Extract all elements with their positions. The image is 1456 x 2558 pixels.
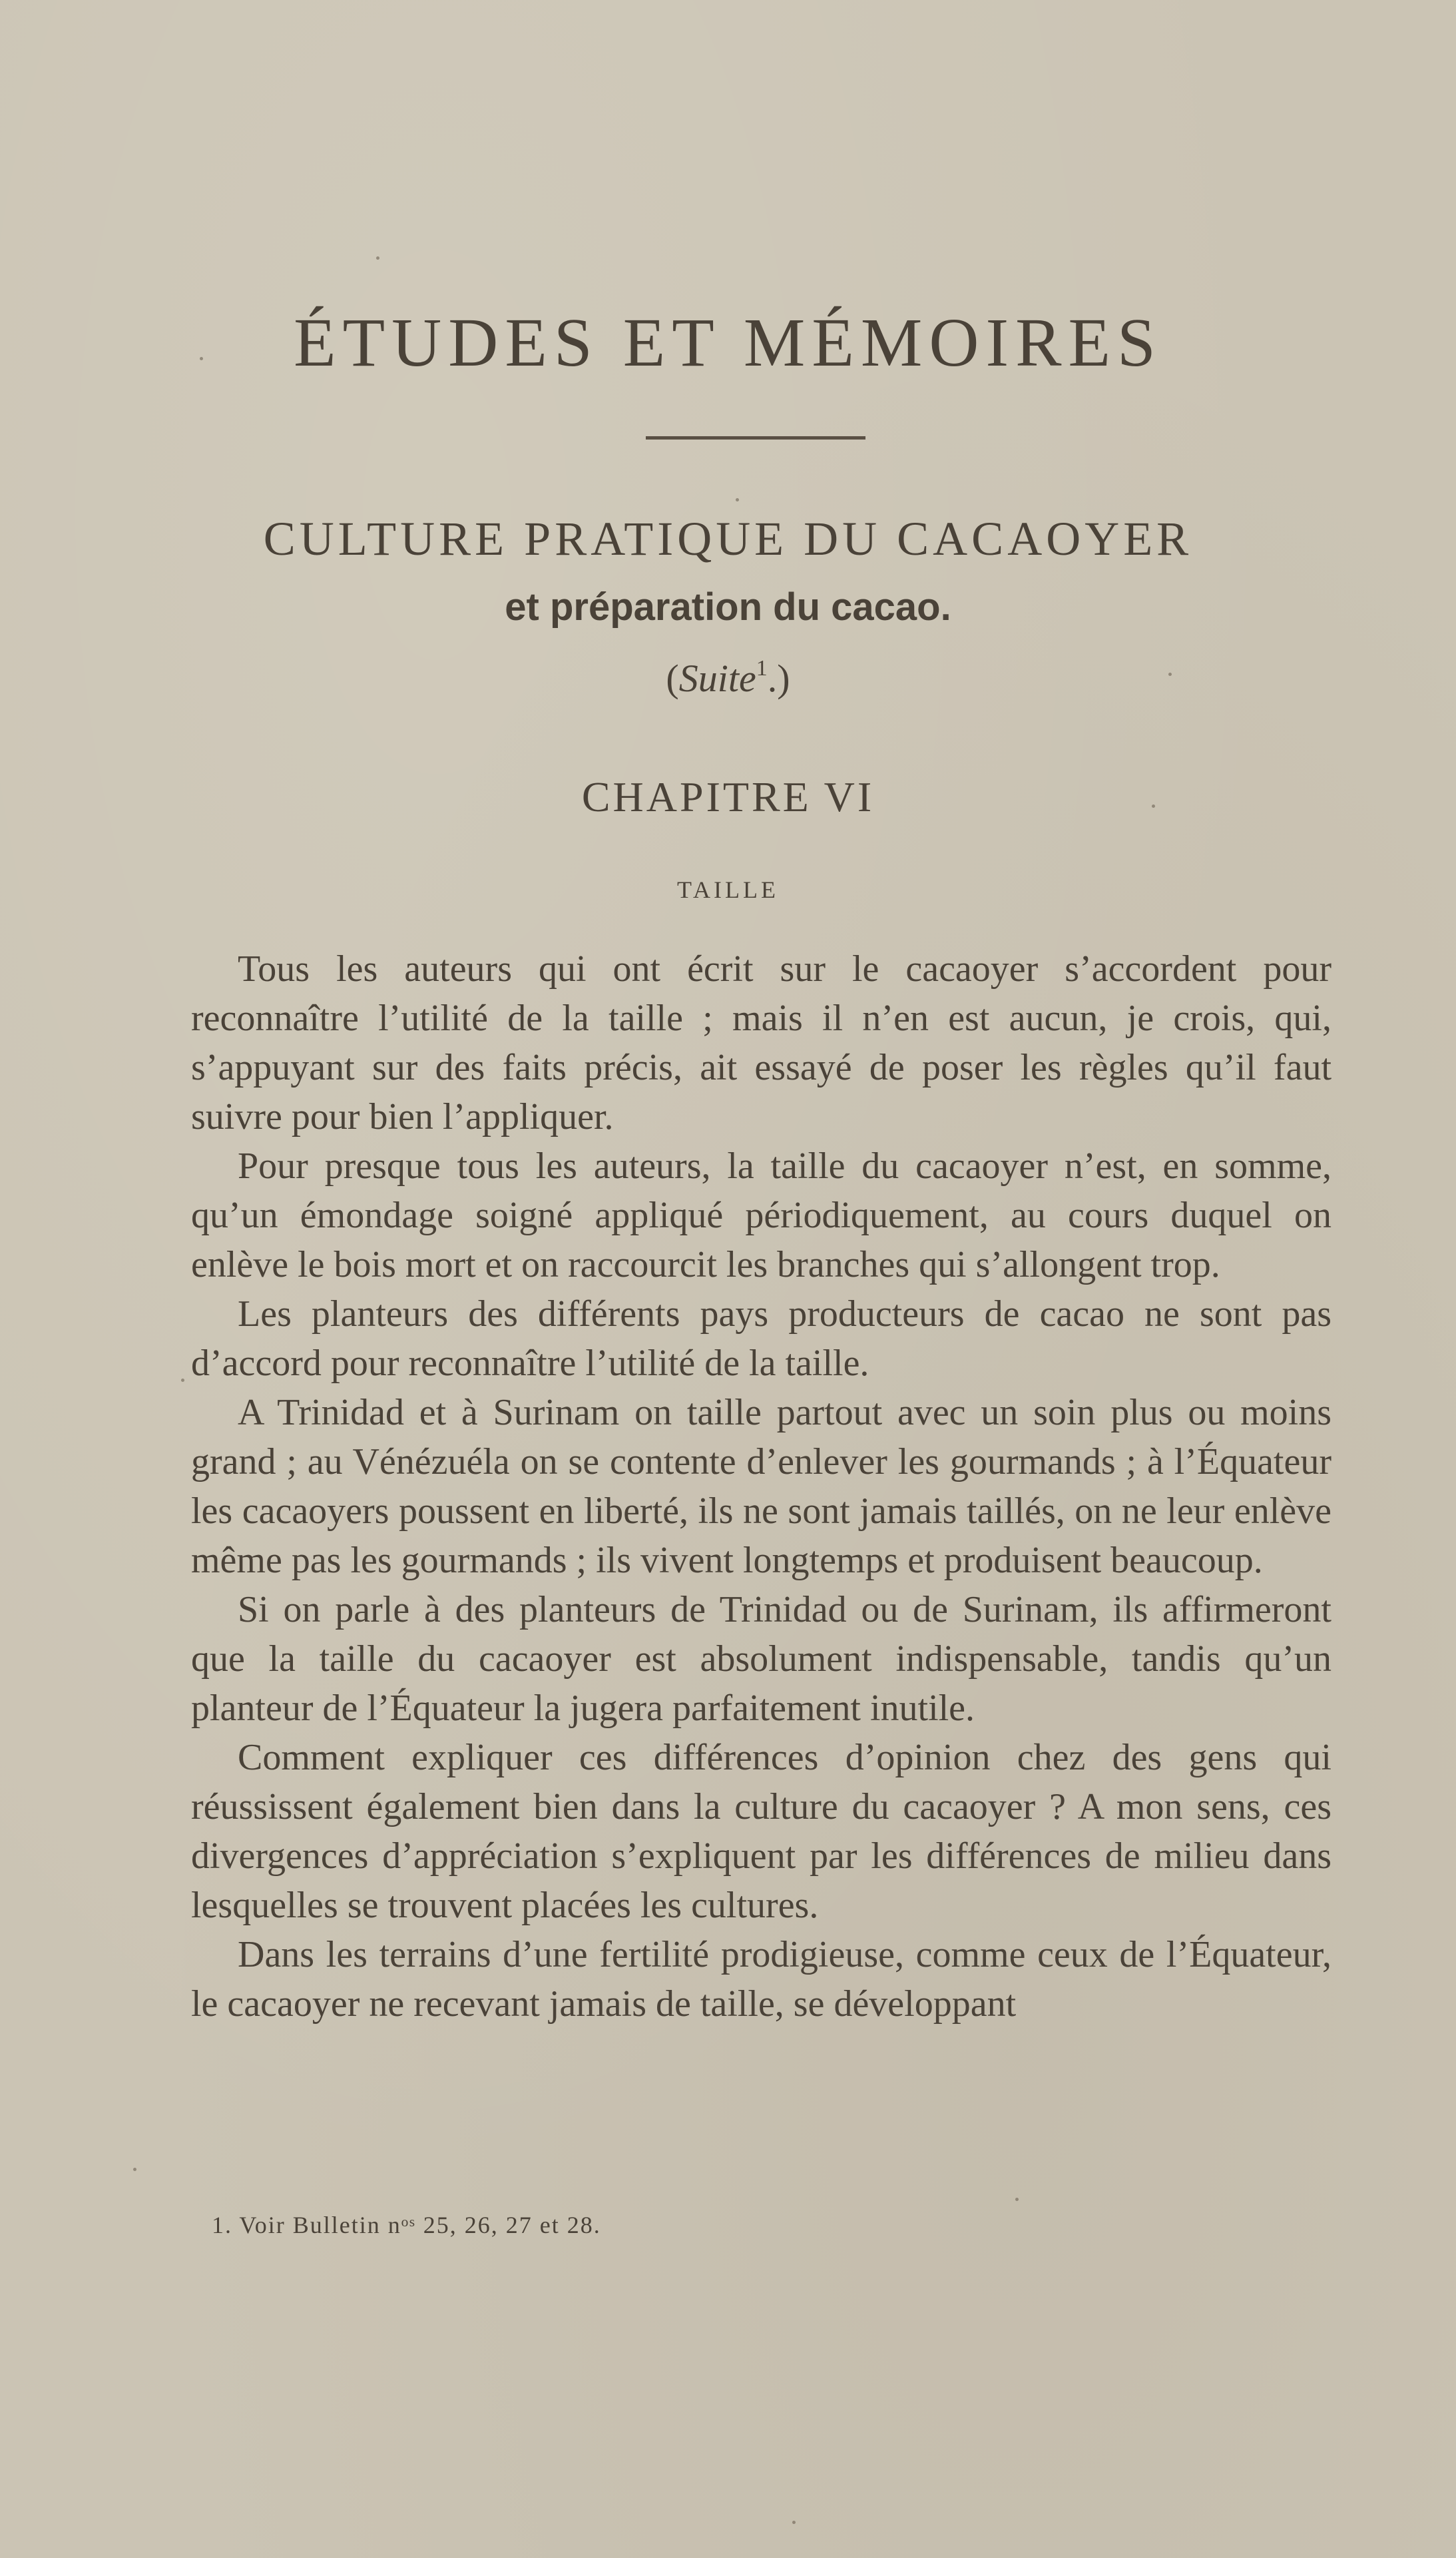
page-heading: ÉTUDES ET MÉMOIRES — [294, 304, 1162, 381]
paper-speck — [736, 498, 739, 501]
paragraph: Comment expliquer ces différences d’opinion chez des gens qui réussissent également bien dans la culture du cacaoyer ? A mon sens, ces divergences d’appréciation s’expliquent par les différences de milieu dans lesquelles se trouvent placées les cultures. — [191, 1737, 1332, 1926]
body-text — [191, 944, 1332, 2029]
paragraph: Si on parle à des planteurs de Trinidad ou de Surinam, ils affirmeront que la taille du cacaoyer est absolument indispensable, tandis qu’un planteur de l’Équateur la jugera parfaitement inutile. — [191, 1589, 1332, 1729]
paragraph: Pour presque tous les auteurs, la taille du cacaoyer n’est, en somme, qu’un émondage soigné appliqué périodiquement, au cours duquel on enlève le bois mort et on raccourcit les branches qui s’allongent trop. — [191, 1145, 1332, 1285]
suite-note: (Suite$^1$.) — [666, 656, 790, 700]
article-title: CULTURE PRATIQUE DU CACAOYER — [263, 512, 1193, 565]
suite-label: Suite — [678, 657, 756, 700]
paper-speck — [133, 2168, 136, 2171]
footnote — [212, 2211, 601, 2239]
section-heading: TAILLE — [676, 876, 780, 903]
paper-speck — [792, 2521, 796, 2524]
paper-speck — [1015, 2198, 1019, 2201]
paper-speck — [1168, 673, 1172, 676]
paper-speck — [1152, 804, 1155, 808]
paper-speck — [181, 1379, 184, 1382]
paper-speck — [200, 357, 203, 360]
footnote-ref[interactable]: 1 — [756, 656, 768, 681]
chapter-heading: CHAPITRE VI — [581, 773, 875, 820]
paragraph: Les planteurs des différents pays producteurs de cacao ne sont pas d’accord pour reconnaître l’utilité de la taille. — [191, 1293, 1332, 1384]
paragraph: Tous les auteurs qui ont écrit sur le cacaoyer s’accordent pour reconnaître l’utilité de la taille ; mais il n’en est aucun, je crois, qui, s’appuyant sur des faits précis, ait essayé de poser les règles qu’il faut suivre pour bien l’appliquer. — [191, 948, 1332, 1137]
title-divider — [646, 436, 865, 440]
footnote-marker: 1. — [212, 2212, 232, 2238]
paragraph: Dans les terrains d’une fertilité prodigieuse, comme ceux de l’Équateur, le cacaoyer ne recevant jamais de taille, se développant — [191, 1934, 1332, 2025]
footnote-text: Voir Bulletin nᵒˢ 25, 26, 27 et 28. — [239, 2212, 601, 2238]
paper-speck — [376, 256, 379, 260]
paragraph: A Trinidad et à Surinam on taille partout avec un soin plus ou moins grand ; au Vénézuéla on se contente d’enlever les gourmands ; à l’Équateur les cacaoyers poussent en liberté, ils ne sont jamais taillés, on ne leur enlève même pas les gourmands ; ils vivent longtemps et produisent beaucoup. — [191, 1392, 1332, 1581]
article-subtitle: et préparation du cacao. — [505, 585, 951, 629]
